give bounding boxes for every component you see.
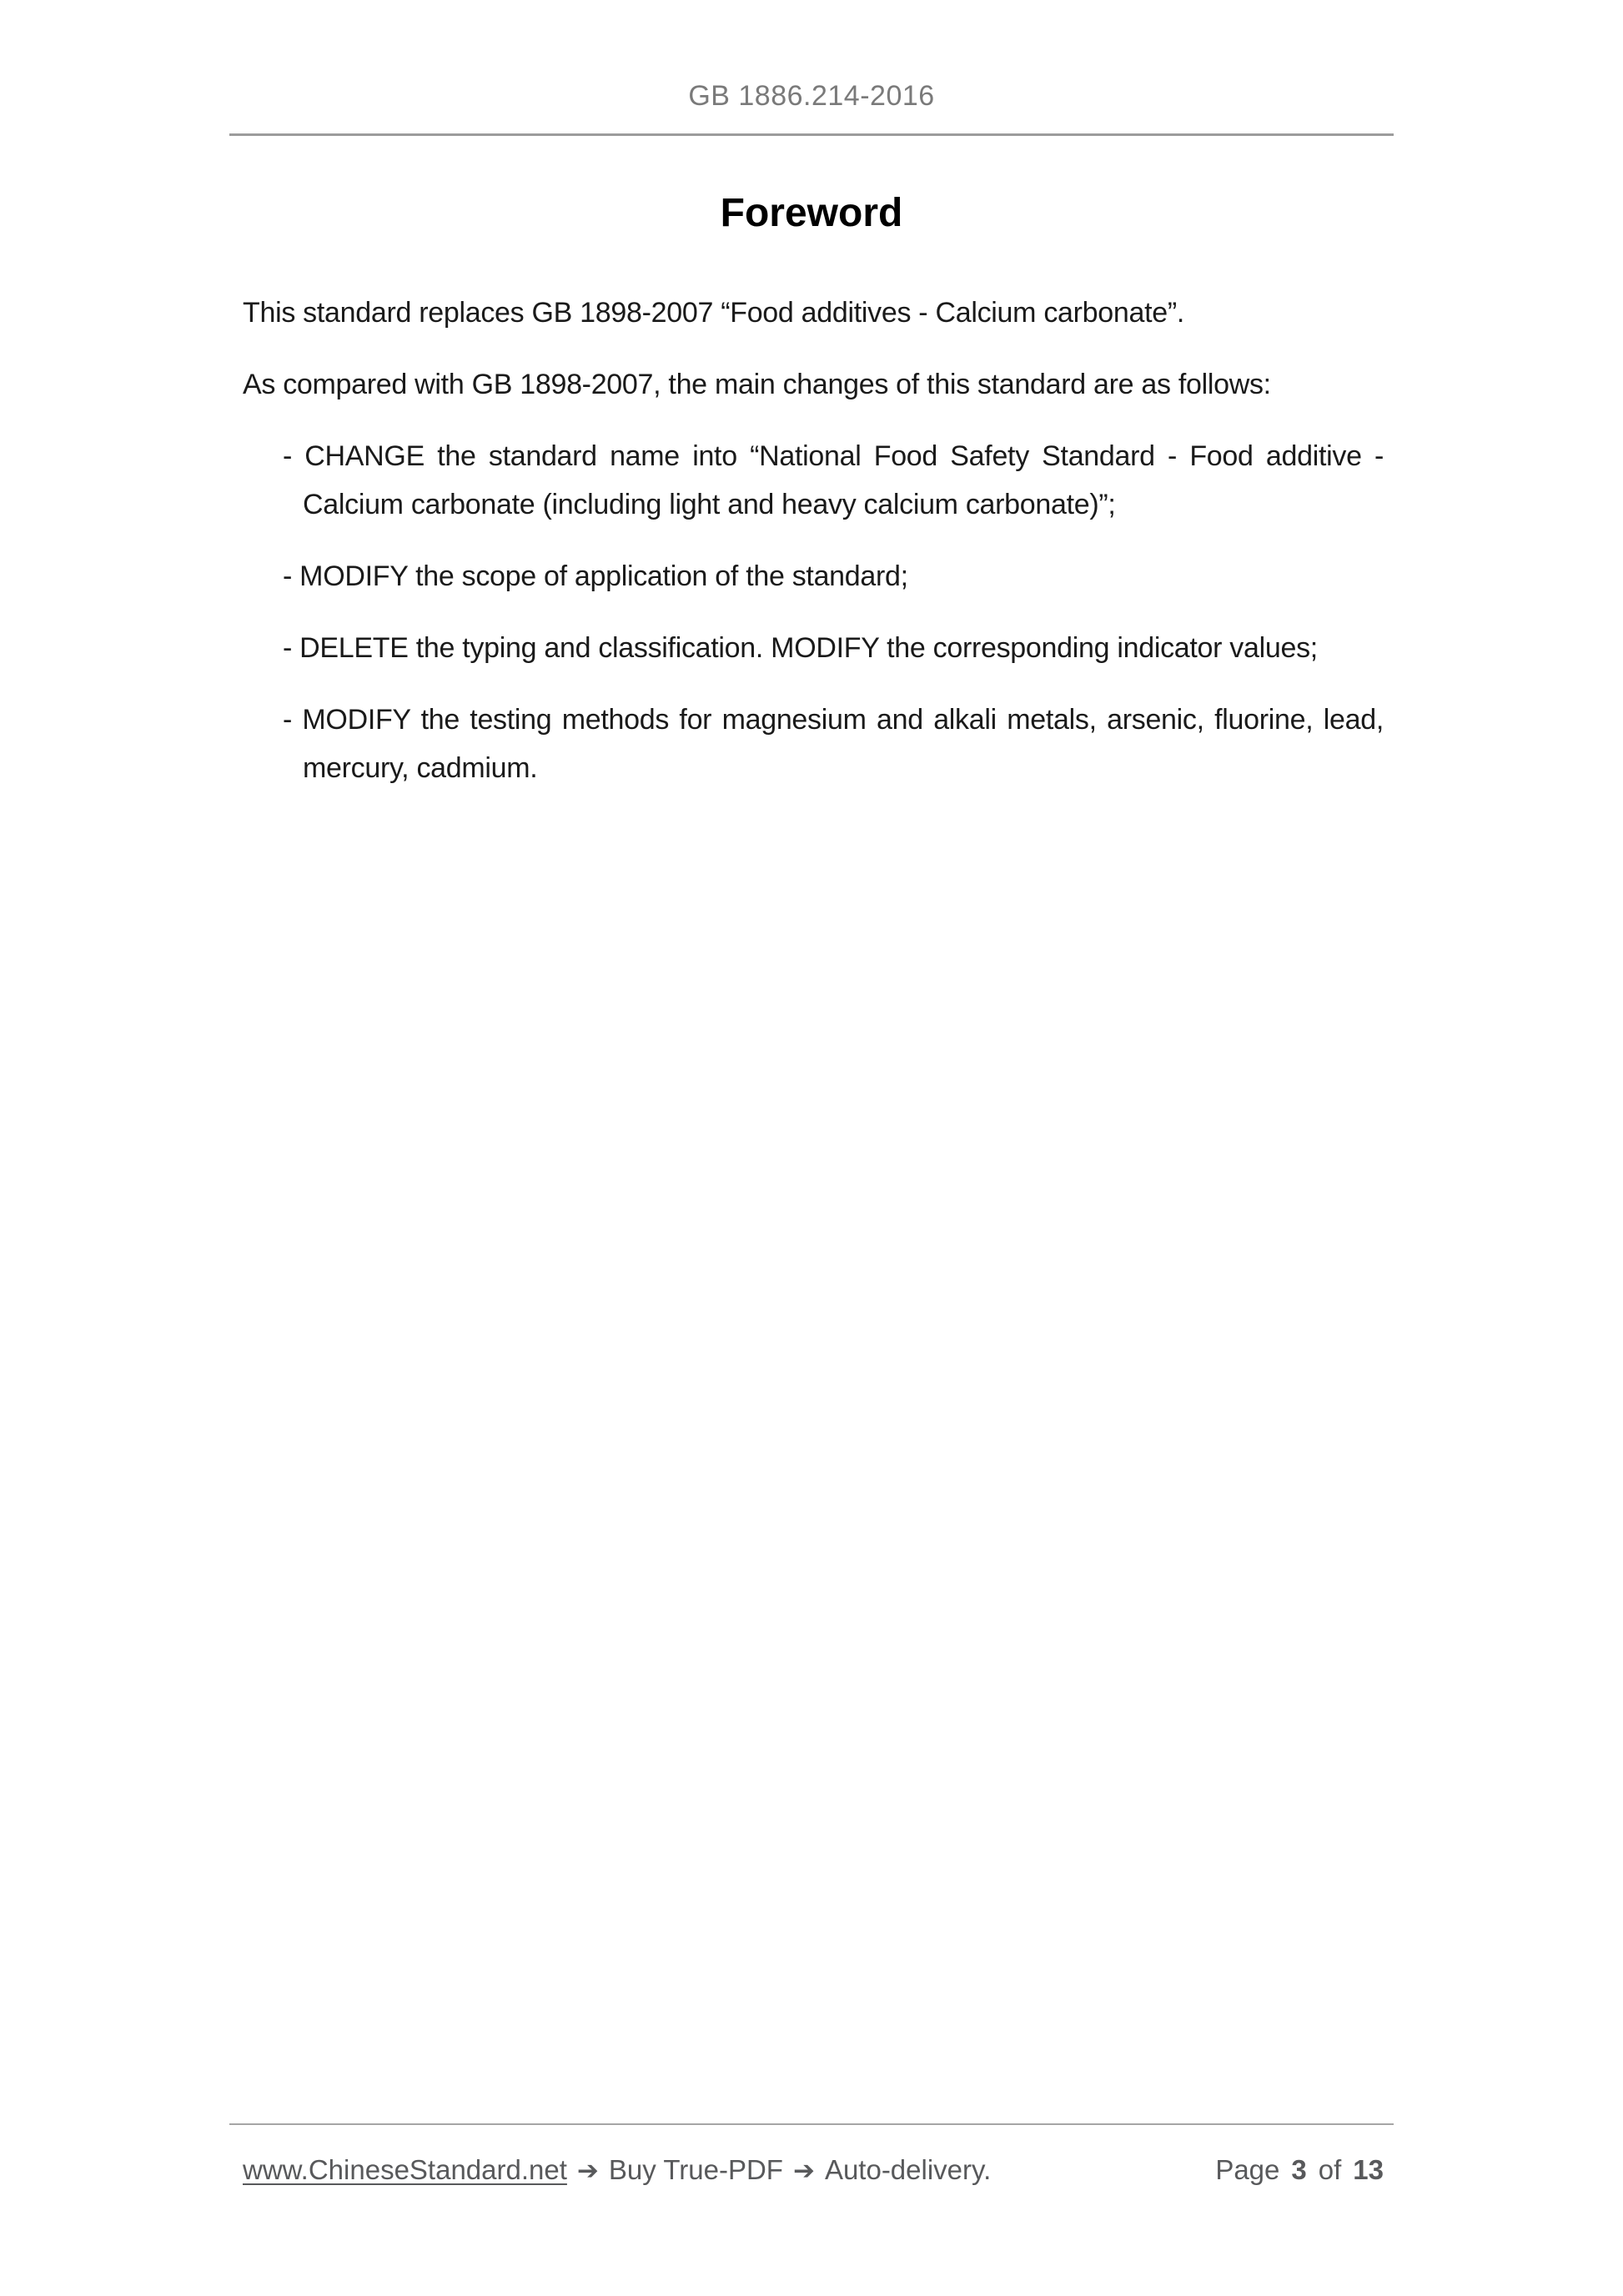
footer-delivery-label: Auto-delivery.	[824, 2154, 992, 2185]
page-label: Page	[1215, 2154, 1280, 2185]
bullet-item: - CHANGE the standard name into “National Food Safety Standard - Food additive - Calcium carbonate (including light and heavy calcium carbonate)”;	[283, 440, 1384, 520]
page-footer	[243, 2152, 1384, 2189]
doc-number: GB 1886.214-2016	[688, 80, 935, 112]
page-indicator	[1215, 2152, 1384, 2188]
of-label: of	[1318, 2154, 1342, 2185]
right-arrow-icon: ➔	[576, 2156, 599, 2185]
footer-left	[243, 2152, 991, 2189]
page-current: 3	[1291, 2154, 1307, 2185]
header-divider	[229, 133, 1394, 136]
bullet-item: - DELETE the typing and classification. MODIFY the corresponding indicator values;	[283, 632, 1318, 664]
paragraph: This standard replaces GB 1898-2007 “Food additives - Calcium carbonate”.	[243, 297, 1185, 329]
bullet-item: - MODIFY the scope of application of the standard;	[283, 560, 908, 592]
footer-link[interactable]: www.ChineseStandard.net	[243, 2154, 567, 2185]
paragraph: As compared with GB 1898-2007, the main changes of this standard are as follows:	[243, 369, 1271, 400]
page-title: Foreword	[720, 191, 903, 235]
document-body	[243, 289, 1384, 816]
footer-divider	[229, 2123, 1394, 2125]
right-arrow-icon: ➔	[792, 2156, 815, 2185]
bullet-item: - MODIFY the testing methods for magnesium and alkali metals, arsenic, fluorine, lead, mercury, cadmium.	[283, 704, 1384, 784]
footer-buy-label: Buy True-PDF	[608, 2154, 783, 2185]
page-total: 13	[1353, 2154, 1384, 2185]
